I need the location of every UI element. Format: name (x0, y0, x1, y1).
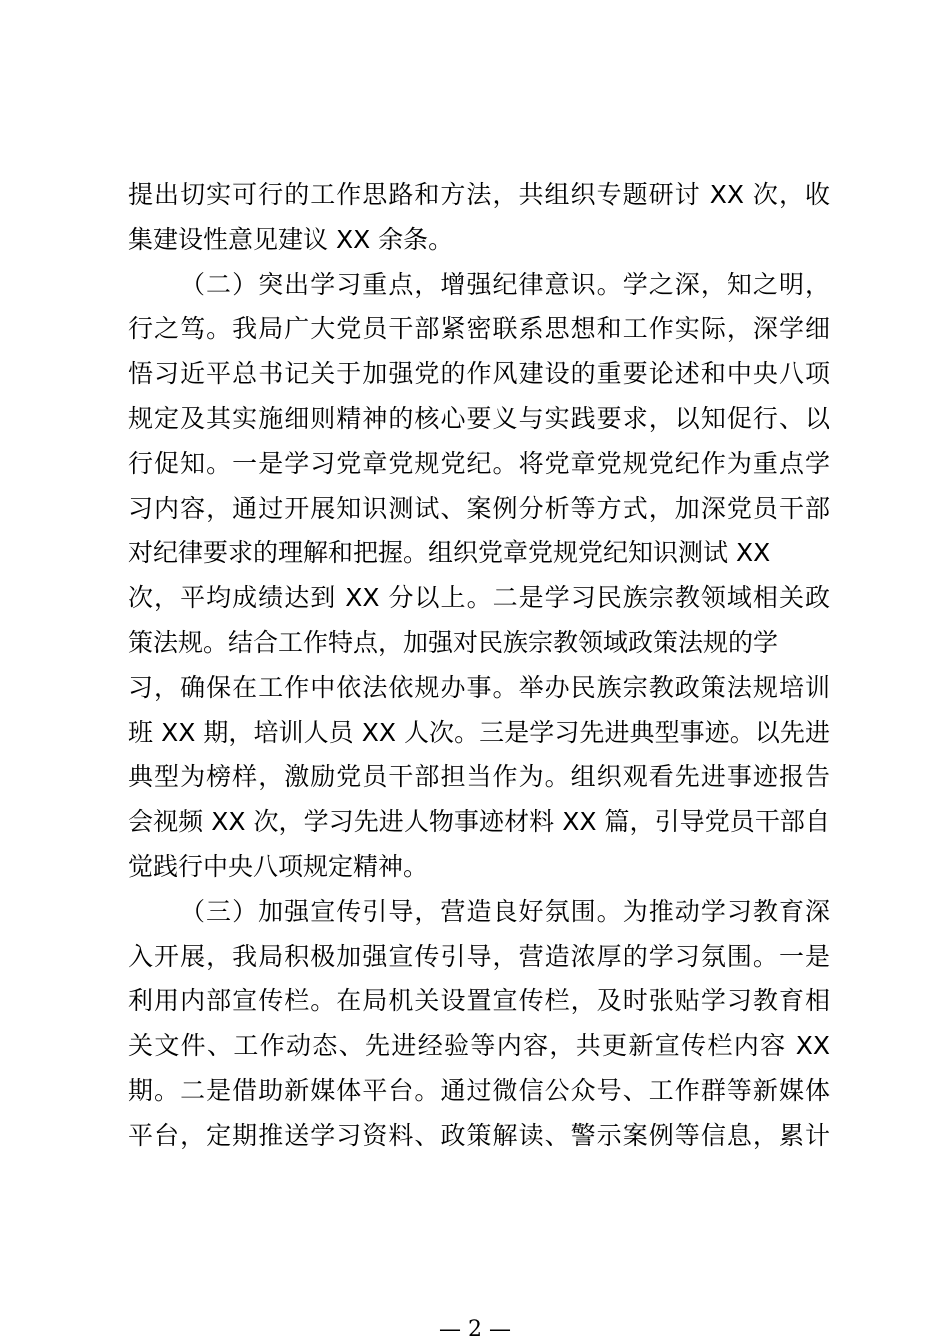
text-line: 典型为榜样，激励党员干部担当作为。组织观看先进事迹报告 (128, 762, 830, 792)
text-line: 习内容，通过开展知识测试、案例分析等方式，加深党员干部 (128, 493, 830, 523)
text-line: 期。二是借助新媒体平台。通过微信公众号、工作群等新媒体 (128, 1075, 830, 1105)
text-line: （三）加强宣传引导，营造良好氛围。为推动学习教育深 (180, 896, 830, 926)
page-number: — 2 — (439, 1317, 511, 1342)
text-line: 集建设性意见建议 XX 余条。 (128, 224, 454, 254)
text-line: 利用内部宣传栏。在局机关设置宣传栏，及时张贴学习教育相 (128, 986, 830, 1016)
text-line: 习，确保在工作中依法依规办事。举办民族宗教政策法规培训 (128, 672, 830, 702)
body-text (128, 173, 830, 1159)
text-line: 策法规。结合工作特点，加强对民族宗教领域政策法规的学 (128, 627, 779, 657)
text-line: 班 XX 期，培训人员 XX 人次。三是学习先进典型事迹。以先进 (128, 717, 830, 747)
text-line: 悟习近平总书记关于加强党的作风建设的重要论述和中央八项 (128, 359, 830, 389)
text-line: 关文件、工作动态、先进经验等内容，共更新宣传栏内容 XX (128, 1031, 830, 1061)
text-line: 对纪律要求的理解和把握。组织党章党规党纪知识测试 XX (128, 538, 771, 568)
text-line: 规定及其实施细则精神的核心要义与实践要求，以知促行、以 (128, 403, 830, 433)
text-line: 行之笃。我局广大党员干部紧密联系思想和工作实际，深学细 (128, 314, 830, 344)
text-line: （二）突出学习重点，增强纪律意识。学之深，知之明， (180, 269, 830, 299)
text-line: 行促知。一是学习党章党规党纪。将党章党规党纪作为重点学 (128, 448, 830, 478)
text-line: 入开展，我局积极加强宣传引导，营造浓厚的学习氛围。一是 (128, 941, 830, 971)
text-line: 提出切实可行的工作思路和方法，共组织专题研讨 XX 次，收 (128, 180, 830, 209)
text-line: 觉践行中央八项规定精神。 (128, 851, 429, 881)
text-line: 会视频 XX 次，学习先进人物事迹材料 XX 篇，引导党员干部自 (128, 807, 830, 837)
text-line: 平台，定期推送学习资料、政策解读、警示案例等信息，累计 (128, 1120, 830, 1150)
text-line: 次，平均成绩达到 XX 分以上。二是学习民族宗教领域相关政 (128, 583, 830, 613)
